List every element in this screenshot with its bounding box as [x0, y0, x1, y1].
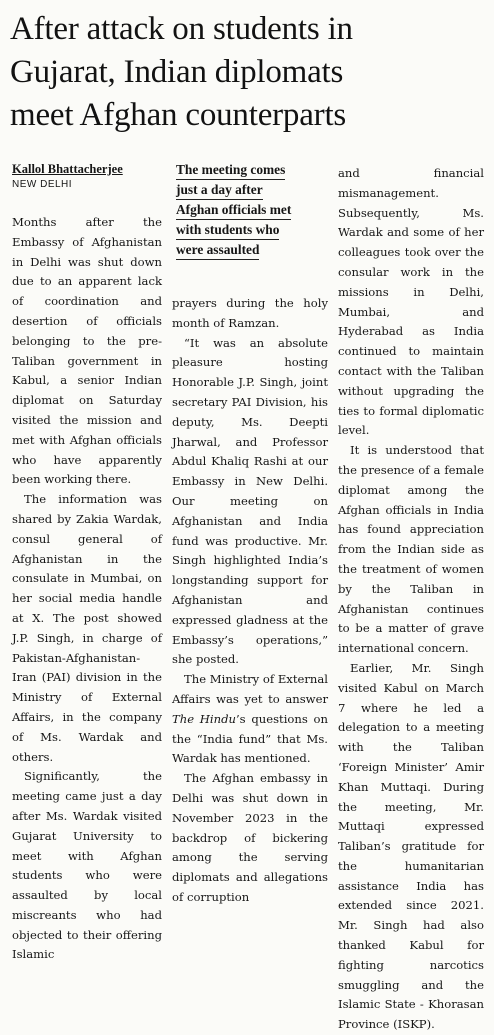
- body-text: The Ministry of External Affairs was yet to answer: [172, 672, 328, 706]
- body-paragraph: It is understood that the presence of a female diplomat among the Afghan officials in India has found appreciation from the Indian side as the treatment of women by the Taliban in Afghanistan continues to be a matter of grave international concern.: [338, 443, 484, 656]
- pull-quote-line: just a day after: [176, 180, 263, 200]
- pull-quote: [172, 160, 328, 260]
- pull-quote-line: Afghan officials met: [176, 200, 291, 220]
- body-paragraph: [172, 670, 328, 769]
- body-paragraph: Months after the Embassy of Afghanistan in Delhi was shut down due to an apparent lack of coordination and desertion of officials belonging to the pre-Taliban government in Kabul, a senior Indian diplomat on Saturday visited the mission and met with Afghan officials who have apparently been working there.: [12, 215, 162, 487]
- body-text: ’s questions on the “India fund” that Ms. Wardak has mentioned.: [172, 711, 329, 766]
- body-paragraph: The information was shared by Zakia Wardak, consul general of Afghanistan in the consulate in Mumbai, on her social media handle at X. The post showed J.P. Singh, in charge of Pakistan-Afghanistan-Iran (PAI) division in the Ministry of External Affairs, in the company of Ms. Wardak and others.: [12, 492, 162, 764]
- article-column-1: [12, 164, 162, 965]
- pull-quote-line: The meeting comes: [176, 160, 285, 180]
- body-paragraph: The Afghan embassy in Delhi was shut down in November 2023 in the backdrop of bickering among the serving diplomats and allegations of corruption: [172, 771, 328, 904]
- byline-dateline: NEW DELHI: [12, 179, 73, 190]
- headline-line: Gujarat, Indian diplomats: [10, 54, 344, 90]
- article-headline: [10, 8, 486, 137]
- publication-name: The Hindu: [172, 711, 236, 726]
- body-paragraph: Earlier, Mr. Singh visited Kabul on March 7 where he led a delegation to a meeting with the Taliban ‘Foreign Minister’ Amir Khan Muttaqi. During the meeting, Mr. Muttaqi expressed Taliban’s gratitude for the humanitarian assistance India has extended since 2021. Mr. Singh had also thanked Kabul for fighting narcotics smuggling and the Islamic State - Khorasan Province (ISKP).: [338, 660, 484, 1032]
- pull-quote-line: were assaulted: [176, 240, 259, 260]
- byline-author: Kallol Bhattacherjee: [12, 162, 123, 176]
- body-paragraph: Significantly, the meeting came just a day after Ms. Wardak visited Gujarat University to meet with Afghan students who were assaulted by local miscreants who had objected to their offering Islamic: [12, 769, 162, 962]
- body-paragraph: and financial mismanagement. Subsequently, Ms. Wardak and some of her colleagues took over the consular work in the missions in Delhi, Mumbai, and Hyderabad as India continued to maintain contact with the Taliban without upgrading the ties to formal diplomatic level.: [338, 166, 484, 438]
- body-paragraph: “It was an absolute pleasure hosting Honorable J.P. Singh, joint secretary PAI Division, his deputy, Ms. Deepti Jharwal, and Professor Abdul Khaliq Rashi at our Embassy in New Delhi. Our meeting on Afghanistan and India fund was productive. Mr. Singh highlighted India’s longstanding support for Afghanistan and expressed gladness at the Embassy’s operations,” she posted.: [172, 335, 328, 667]
- article-column-2: [172, 164, 328, 908]
- headline-line: After attack on students in: [10, 11, 353, 47]
- article-column-3: [338, 164, 484, 1035]
- pull-quote-line: with students who: [176, 220, 279, 240]
- body-paragraph: prayers during the holy month of Ramzan.: [172, 296, 328, 330]
- headline-line: meet Afghan counterparts: [10, 97, 347, 133]
